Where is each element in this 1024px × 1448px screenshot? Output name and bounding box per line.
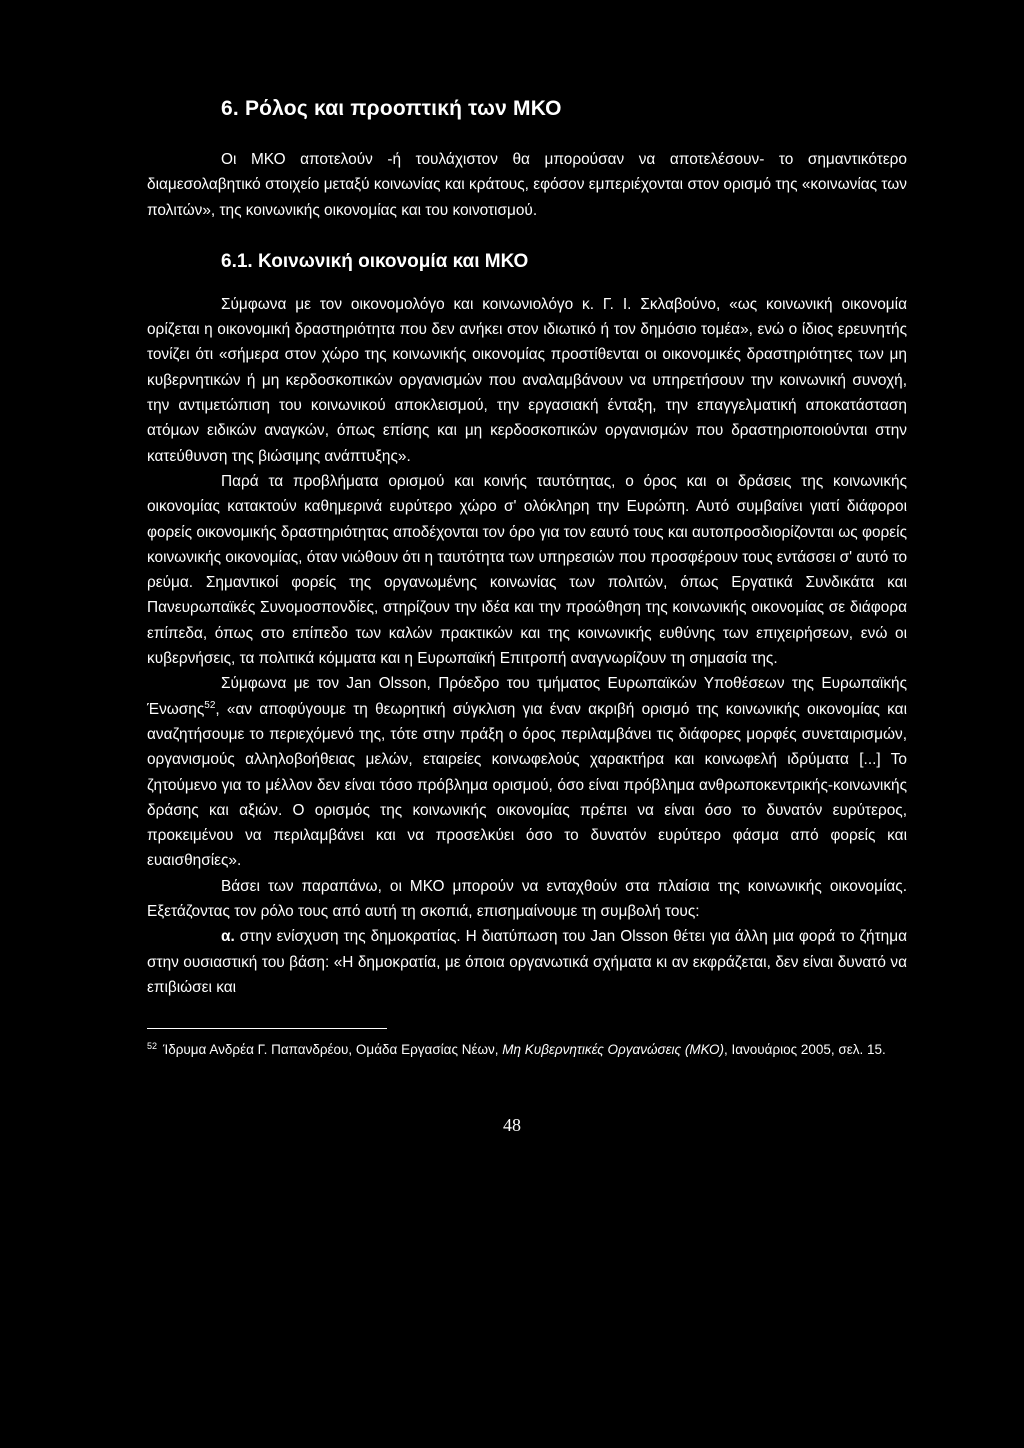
intro-paragraph: Οι ΜΚΟ αποτελούν -ή τουλάχιστον θα μπορούσαν να αποτελέσουν- το σημαντικότερο διαμεσολαβητικό στοιχείο μεταξύ κοινωνίας και κράτους, εφόσον εμπεριέχονται στον ορισμό της «κοινωνίας των πολιτών», της κοινωνικής οικονομίας και του κοινοτισμού. (147, 151, 907, 219)
footnote-divider (147, 1028, 387, 1029)
paragraph-2: Παρά τα προβλήματα ορισμού και κοινής ταυτότητας, ο όρος και οι δράσεις της κοινωνικής οικονομίας κατακτούν καθημερινά ευρύτερο χώρο σ' ολόκληρη την Ευρώπη. Αυτό συμβαίνει γιατί διάφοροι φορείς οικονομικής δραστηριότητας αποδέχονται τον όρο για τον εαυτό τους και αυτοπροσδιορίζονται ως φορείς κοινωνικής οικονομίας, όταν νιώθουν ότι η ταυτότητα των υπηρεσιών που προσφέρουν τους εντάσσει σ' αυτό το ρεύμα. Σημαντικοί φορείς της οργανωμένης κοινωνίας των πολιτών, όπως Εργατικά Συνδικάτα και Πανευρωπαϊκές Συνομοσπονδίες, στηρίζουν την ιδέα και την προώθηση της κοινωνικής οικονομίας σε διάφορα επίπεδα, όπως στο επίπεδο των καλών πρακτικών και της κοινωνικής ευθύνης των επιχειρήσεων, ενώ οι κυβερνήσεις, τα πολιτικά κόμματα και η Ευρωπαϊκή Επιτροπή αναγνωρίζουν τη σημασία της. (147, 472, 908, 668)
subsection-heading: 6.1. Κοινωνική οικονομία και ΜΚΟ (221, 251, 529, 273)
paragraph-3-text-b: , «αν αποφύγουμε τη θεωρητική σύγκλιση για έναν ακριβή ορισμό της κοινωνικής οικονομίας και αναζητήσουμε το περιεχόμενό της, τότε στην πράξη ο όρος περιλαμβάνει τις διάφορες μορφές συνεταιρισμών, οργανισμούς αλληλοβοήθειας μελών, εταιρείες κοινωφελούς χαρακτήρα και κοινωφελή ιδρύματα [...] Το ζητούμενο για το μέλλον δεν είναι τόσο πρόβλημα ορισμού, όσο είναι πρόβλημα ανθρωποκεντρικής-κοινωνικής δράσης και αξιών. Ο ορισμός της κοινωνικής οικονομίας πρέπει να είναι όσο το δυνατόν ευρύτερος, προκειμένου να περιλαμβάνει και να προσελκύει όσο το δυνατόν ευρύτερο φάσμα από φορείς και ευαισθησίες». (147, 700, 907, 870)
paragraph-3-text-a: Σύμφωνα με τον Jan Olsson, Πρόεδρο του τμήματος Ευρωπαϊκών Υποθέσεων της Ευρωπαϊκής Ένωσης (147, 675, 907, 718)
paragraph-3 (147, 671, 907, 873)
paragraph-5 (147, 924, 907, 1000)
paragraph-5-text: Η διατύπωση του Jan Olsson θέτει για άλλη μια φορά το ζήτημα στην ουσιαστική του βάση: «Η δημοκρατία, με όποια οργανωτικά σχήματα κι αν εκφράζεται, δεν είναι δυνατό να επιβιώσει και (147, 928, 907, 996)
page-body (147, 96, 907, 1060)
item-label: α. (221, 928, 235, 946)
footnote-number: 52 (147, 1040, 158, 1051)
section-heading: 6. Ρόλος και προοπτική των ΜΚΟ (221, 97, 562, 120)
paragraph-1: Σύμφωνα με τον οικονομολόγο και κοινωνιολόγο κ. Γ. Ι. Σκλαβούνο, «ως κοινωνική οικονομία ορίζεται η οικονομική δραστηριότητα που δεν ανήκει στον ιδιωτικό ή τον δημόσιο τομέα», ενώ ο ίδιος ερευνητής τονίζει ότι «σήμερα στον χώρο της κοινωνικής οικονομίας προστίθενται οι οικονομικές δραστηριότητες των μη κυβερνητικών ή μη κερδοσκοπικών οργανισμών που αναλαμβάνουν να υπηρετήσουν την κοινωνική συνοχή, την αντιμετώπιση του κοινωνικού αποκλεισμού, την εργασιακή ένταξη, την επαγγελματική αποκατάσταση ατόμων ειδικών αναγκών, όπως επίσης και μη κερδοσκοπικών οργανισμών που δραστηριοποιούνται στην κατεύθυνση της βιώσιμης ανάπτυξης». (147, 295, 907, 465)
page-number: 48 (503, 1115, 521, 1135)
footnote-text-a: Ίδρυμα Ανδρέα Γ. Παπανδρέου, Ομάδα Εργασίας Νέων, (163, 1042, 503, 1058)
item-label-text: στην ενίσχυση της δημοκρατίας. (239, 928, 461, 946)
footnote-reference: 52 (204, 699, 216, 711)
footnote (147, 1039, 907, 1060)
footnote-text-b: , Ιανουάριος 2005, σελ. 15. (723, 1042, 886, 1058)
paragraph-4: Βάσει των παραπάνω, οι ΜΚΟ μπορούν να ενταχθούν στα πλαίσια της κοινωνικής οικονομίας. Εξετάζοντας τον ρόλο τους από αυτή τη σκοπιά, επισημαίνουμε τη συμβολή τους: (147, 877, 907, 920)
footnote-title: Μη Κυβερνητικές Οργανώσεις (ΜΚΟ) (502, 1042, 724, 1058)
